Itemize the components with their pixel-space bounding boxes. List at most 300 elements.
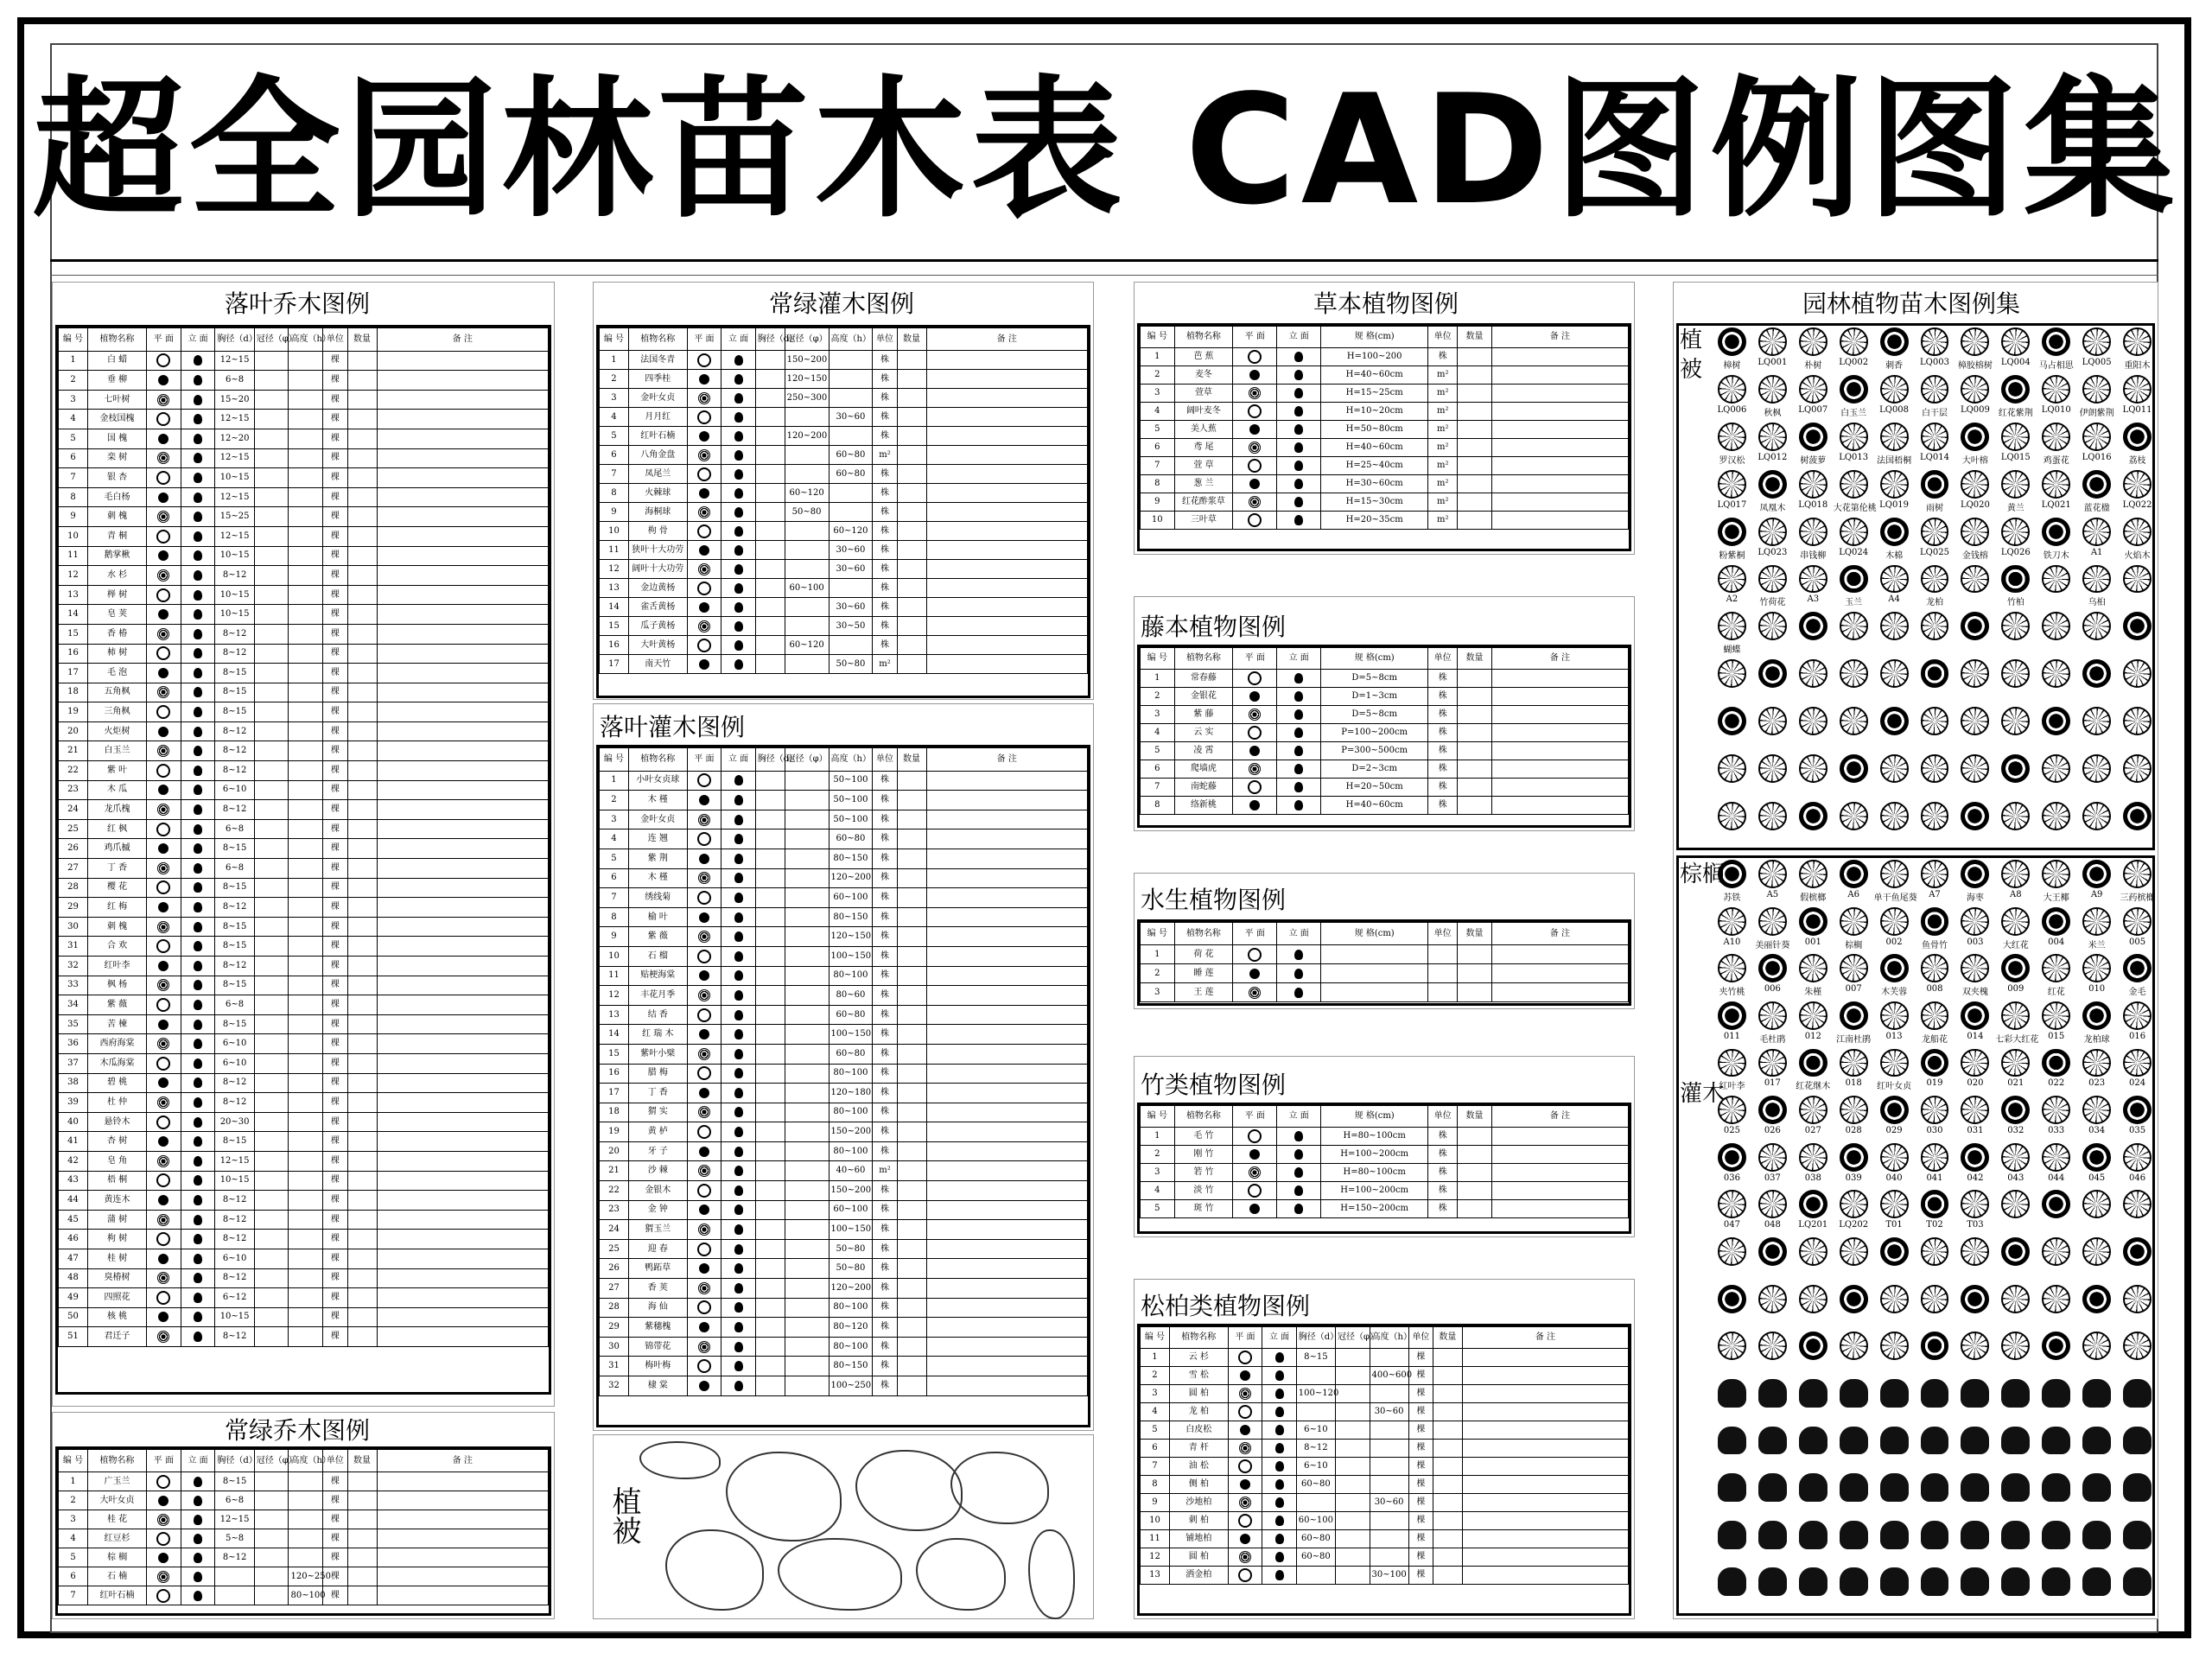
data-cell: 8~12: [215, 644, 254, 664]
plant-symbol-icon: [2042, 375, 2070, 404]
data-cell: 棵: [323, 410, 347, 429]
plan-cell: [1233, 403, 1277, 421]
empty-cell: [785, 1318, 829, 1338]
plan-symbol: [158, 1312, 168, 1322]
empty-cell: [347, 957, 377, 976]
data-cell: 46: [59, 1230, 88, 1249]
data-cell: 27: [59, 859, 88, 879]
plant-symbol-icon: [1758, 1190, 1787, 1218]
elevation-symbol: [194, 434, 202, 444]
data-cell: 2: [600, 370, 629, 389]
data-cell: 睡 莲: [1174, 964, 1233, 983]
data-cell: 株: [873, 1025, 897, 1045]
table-row: [600, 888, 1088, 908]
elevation-symbol: [194, 882, 202, 893]
data-cell: 5: [1141, 1421, 1170, 1440]
legend-item: [1915, 907, 1955, 950]
empty-cell: [897, 484, 926, 503]
data-cell: 木瓜海棠: [88, 1053, 147, 1073]
table-row: [59, 644, 549, 664]
note-cell: [377, 390, 548, 410]
plant-symbol-icon: [1718, 1379, 1746, 1408]
table-row: [600, 1376, 1088, 1396]
elevation-symbol: [1294, 800, 1303, 810]
column-header: 数量: [897, 748, 926, 772]
table-row: [59, 526, 549, 546]
legend-item: [2117, 1285, 2158, 1315]
data-cell: 火炬树: [88, 721, 147, 741]
data-cell: 23: [59, 780, 88, 800]
empty-cell: [755, 966, 785, 986]
empty-cell: [897, 560, 926, 579]
elevation-cell: [1277, 403, 1321, 421]
legend-label: LQ011: [2122, 404, 2152, 415]
empty-cell: [755, 408, 785, 427]
note-cell: [377, 780, 548, 800]
legend-item: [1874, 907, 1915, 947]
legend-label: 夹竹桃: [1719, 988, 1745, 998]
plan-cell: [1233, 457, 1277, 475]
elevation-cell: [1277, 983, 1321, 1002]
plant-symbol-icon: [1718, 754, 1746, 783]
data-cell: 刚 竹: [1174, 1146, 1233, 1164]
data-cell: 株: [873, 541, 897, 560]
note-cell: [926, 888, 1088, 908]
legend-label: 双夹槐: [1961, 988, 1988, 998]
data-cell: 8: [1141, 475, 1175, 493]
empty-cell: [785, 1141, 829, 1161]
elevation-cell: [1262, 1349, 1297, 1367]
plant-symbol-icon: [2082, 1237, 2111, 1266]
table-row: [600, 1064, 1088, 1084]
plan-cell: [687, 522, 721, 541]
empty-cell: [347, 410, 377, 429]
legend-label: 串钱柳: [1800, 550, 1827, 561]
data-cell: 8~15: [215, 878, 254, 898]
note-cell: [926, 579, 1088, 598]
plan-symbol: [1248, 1184, 1262, 1198]
data-cell: 6: [1141, 439, 1175, 457]
data-cell: 20~30: [215, 1112, 254, 1132]
legend-item: [1955, 518, 1995, 561]
table-row: [1141, 1548, 1629, 1567]
plan-cell: [1233, 1182, 1277, 1200]
note-cell: [377, 976, 548, 995]
note-cell: [377, 371, 548, 391]
data-cell: 棵: [323, 1191, 347, 1211]
legend-item: [2117, 1190, 2158, 1220]
empty-cell: [254, 1014, 289, 1034]
elevation-symbol: [194, 1553, 202, 1563]
empty-cell: [897, 1220, 926, 1240]
table-row: [600, 1025, 1088, 1045]
legend-item: [2076, 470, 2117, 513]
empty-cell: [785, 791, 829, 810]
plan-symbol: [157, 511, 169, 523]
note-cell: [377, 1288, 548, 1308]
elevation-symbol: [194, 843, 202, 854]
elevation-symbol: [1294, 479, 1303, 489]
data-cell: 30~60: [829, 408, 873, 427]
legend-label: 040: [1885, 1173, 1903, 1183]
empty-cell: [289, 780, 323, 800]
empty-cell: [254, 1307, 289, 1327]
column-header: 平 面: [1233, 923, 1277, 945]
legend-label: 红叶女贞: [1877, 1082, 1912, 1092]
data-cell: 棵: [323, 1567, 347, 1586]
plan-symbol: [156, 1291, 170, 1305]
column-header: 立 面: [1277, 923, 1321, 945]
data-cell: 6~8: [215, 371, 254, 391]
empty-cell: [1458, 945, 1492, 964]
empty-cell: [897, 868, 926, 888]
plant-symbol-icon: [2001, 1049, 2030, 1077]
aquatic-title: 水生植物图例: [1141, 886, 1287, 914]
column-header: 编 号: [600, 748, 629, 772]
empty-cell: [897, 907, 926, 927]
data-cell: [289, 1529, 323, 1548]
plan-symbol: [699, 545, 709, 556]
column-header: 编 号: [1141, 1327, 1170, 1349]
column-header: 编 号: [1141, 1106, 1175, 1128]
data-cell: 3: [600, 389, 629, 408]
empty-cell: [347, 937, 377, 957]
empty-cell: [897, 830, 926, 849]
empty-cell: [785, 1337, 829, 1357]
data-cell: 紫 荆: [628, 849, 687, 868]
legend-label: 粉紫桐: [1719, 550, 1745, 561]
data-cell: 3: [1141, 385, 1175, 403]
plant-symbol-icon: [1758, 518, 1787, 546]
legend-item: [1874, 1096, 1915, 1135]
elevation-symbol: [1275, 1461, 1284, 1471]
plan-cell: [687, 771, 721, 791]
data-cell: 株: [873, 966, 897, 986]
empty-cell: [785, 771, 829, 791]
plant-symbol-icon: [1718, 802, 1746, 830]
legend-item: [1995, 1427, 2036, 1457]
legend-item: [1995, 565, 2036, 608]
data-cell: 株: [873, 986, 897, 1006]
note-cell: [377, 546, 548, 566]
legend-item: [2036, 612, 2076, 642]
elevation-symbol: [1294, 406, 1303, 416]
data-cell: m²: [1428, 385, 1458, 403]
plant-symbol-icon: [2123, 954, 2152, 982]
data-cell: 南天竹: [628, 655, 687, 674]
data-cell: 4: [59, 1529, 88, 1548]
table-row: [1141, 421, 1629, 439]
empty-cell: [289, 624, 323, 644]
plant-symbol-icon: [1718, 1237, 1746, 1266]
legend-label: 大王椰: [2043, 893, 2069, 903]
plan-symbol: [157, 1096, 169, 1109]
data-cell: 6~8: [215, 1491, 254, 1510]
note-cell: [926, 1298, 1088, 1318]
data-cell: 27: [600, 1279, 629, 1299]
data-cell: 39: [59, 1093, 88, 1113]
note-cell: [926, 351, 1088, 370]
legend-item: [1712, 1001, 1752, 1041]
elevation-symbol: [194, 531, 202, 542]
plan-cell: [147, 937, 181, 957]
plant-symbol-icon: [1840, 1143, 1868, 1172]
plant-symbol-icon: [1799, 1567, 1827, 1596]
data-cell: 株: [873, 389, 897, 408]
table-row: [600, 1357, 1088, 1376]
legend-item: [1793, 707, 1834, 737]
empty-cell: [347, 1567, 377, 1586]
column-header: 植物名称: [1174, 648, 1233, 670]
empty-cell: [1335, 1530, 1370, 1548]
plant-symbol-icon: [2001, 1001, 2030, 1030]
data-cell: 棵: [323, 976, 347, 995]
legend-item: [2076, 1567, 2117, 1598]
empty-cell: [289, 741, 323, 761]
plan-symbol: [699, 795, 709, 805]
plan-symbol: [699, 1029, 709, 1039]
legend-item: [1793, 1190, 1834, 1230]
elevation-symbol: [1294, 461, 1303, 471]
data-cell: H=20~35cm: [1321, 512, 1428, 530]
data-cell: 6: [59, 448, 88, 468]
data-cell: 金银木: [628, 1181, 687, 1201]
data-cell: 6: [1141, 760, 1175, 779]
data-cell: 皂 荚: [88, 605, 147, 625]
elevation-symbol: [734, 583, 743, 594]
plan-symbol: [157, 1038, 169, 1050]
plan-cell: [1233, 512, 1277, 530]
plan-symbol: [697, 639, 711, 652]
data-cell: 9: [59, 507, 88, 527]
data-cell: 牙 子: [628, 1141, 687, 1161]
table-row: [59, 371, 549, 391]
data-cell: 箬 竹: [1174, 1164, 1233, 1182]
note-cell: [377, 1307, 548, 1327]
empty-cell: [254, 390, 289, 410]
plan-cell: [687, 598, 721, 617]
empty-cell: [1458, 475, 1492, 493]
plan-cell: [687, 579, 721, 598]
plant-symbol-icon: [1921, 375, 1949, 404]
elevation-symbol: [194, 980, 202, 990]
table-row: [1141, 1128, 1629, 1146]
legend-label: 026: [1764, 1126, 1781, 1136]
data-cell: 棵: [323, 448, 347, 468]
elevation-symbol: [734, 1244, 743, 1255]
plan-cell: [147, 819, 181, 839]
legend-label: 046: [2128, 1173, 2146, 1183]
legend-item: [1752, 707, 1793, 737]
data-cell: m²: [873, 1161, 897, 1181]
empty-cell: [347, 371, 377, 391]
data-cell: H=40~60cm: [1321, 366, 1428, 385]
note-cell: [377, 878, 548, 898]
plan-cell: [687, 1161, 721, 1181]
legend-label: 001: [1804, 937, 1821, 947]
plan-cell: [147, 741, 181, 761]
plant-symbol-icon: [1758, 1049, 1787, 1077]
column-header: 高度（h）: [829, 328, 873, 351]
plan-symbol: [698, 931, 710, 943]
table-row: [1141, 779, 1629, 797]
empty-cell: [289, 1053, 323, 1073]
data-cell: 37: [59, 1053, 88, 1073]
empty-cell: [254, 566, 289, 586]
note-cell: [1491, 1182, 1628, 1200]
legend-item: [1995, 1332, 2036, 1362]
plant-symbol-icon: [1840, 1237, 1868, 1266]
plant-symbol-icon: [2001, 1190, 2030, 1218]
empty-cell: [347, 546, 377, 566]
data-cell: 42: [59, 1151, 88, 1171]
legend-item: [1752, 954, 1793, 994]
legend-label: 龙柏: [1925, 598, 1943, 608]
plan-cell: [687, 1318, 721, 1338]
plan-cell: [1233, 421, 1277, 439]
plan-symbol: [158, 1077, 168, 1088]
data-cell: 络新桃: [1174, 797, 1233, 815]
plant-symbol-icon: [1718, 423, 1746, 451]
empty-cell: [785, 946, 829, 966]
legend-label: 047: [1723, 1220, 1740, 1230]
data-cell: 君迁子: [88, 1327, 147, 1347]
legend-label: 金毛: [2128, 988, 2146, 998]
plant-symbol-icon: [1921, 1567, 1949, 1596]
note-cell: [377, 448, 548, 468]
data-cell: 棵: [323, 390, 347, 410]
plant-symbol-icon: [2082, 327, 2111, 356]
plant-symbol-icon: [1921, 1049, 1949, 1077]
data-cell: m²: [1428, 421, 1458, 439]
plant-symbol-icon: [2082, 659, 2111, 688]
note-cell: [377, 761, 548, 781]
legend-item: [1793, 1473, 1834, 1503]
table-row: [1141, 1458, 1629, 1476]
plan-cell: [687, 503, 721, 522]
empty-cell: [897, 1376, 926, 1396]
plan-cell: [147, 702, 181, 722]
empty-cell: [1433, 1385, 1462, 1403]
data-cell: 猬玉兰: [628, 1220, 687, 1240]
empty-cell: [897, 1103, 926, 1122]
plant-symbol-icon: [2001, 1143, 2030, 1172]
data-cell: 株: [873, 465, 897, 484]
data-cell: 金叶女贞: [628, 810, 687, 830]
empty-cell: [897, 946, 926, 966]
legend-label: 023: [2088, 1078, 2106, 1089]
legend-label: 036: [1723, 1173, 1740, 1183]
data-cell: 火棘球: [628, 484, 687, 503]
legend-item: [2036, 659, 2076, 690]
data-cell: 大叶女贞: [88, 1491, 147, 1510]
conifer-table: [1137, 1324, 1631, 1616]
plan-symbol: [698, 1282, 710, 1294]
empty-cell: [755, 927, 785, 947]
note-cell: [926, 791, 1088, 810]
legend-label: 020: [1967, 1078, 1984, 1089]
plan-symbol: [1249, 479, 1260, 489]
plan-cell: [1228, 1421, 1262, 1440]
column-header: 备 注: [1491, 1106, 1628, 1128]
data-cell: 14: [59, 605, 88, 625]
plant-symbol-icon: [1921, 707, 1949, 735]
data-cell: 7: [600, 465, 629, 484]
elevation-symbol: [194, 1039, 202, 1049]
plan-cell: [687, 655, 721, 674]
empty-cell: [347, 507, 377, 527]
column-header: 编 号: [1141, 648, 1175, 670]
legend-item: [1712, 1427, 1752, 1457]
empty-cell: [1458, 403, 1492, 421]
data-cell: 17: [59, 664, 88, 683]
elevation-cell: [181, 878, 215, 898]
empty-cell: [897, 1005, 926, 1025]
legend-item: [2036, 802, 2076, 832]
plan-cell: [1233, 1146, 1277, 1164]
elevation-cell: [1277, 724, 1321, 742]
legend-label: 木棉: [1885, 550, 1904, 561]
empty-cell: [1458, 983, 1492, 1002]
data-cell: 26: [59, 839, 88, 859]
elevation-cell: [181, 741, 215, 761]
empty-cell: [254, 702, 289, 722]
plant-symbol-icon: [2082, 1567, 2111, 1596]
elevation-cell: [721, 598, 756, 617]
elevation-cell: [721, 1337, 756, 1357]
table-row: [1141, 439, 1629, 457]
plant-symbol-icon: [1961, 754, 1989, 783]
plant-symbol-icon: [1840, 565, 1868, 594]
data-cell: 西府海棠: [88, 1034, 147, 1054]
data-cell: 1: [1141, 670, 1175, 688]
legend-label: LQ008: [1879, 404, 1910, 415]
plant-symbol-icon: [1961, 565, 1989, 594]
data-cell: 2: [600, 791, 629, 810]
legend-label: 红花继木: [1796, 1082, 1831, 1092]
data-cell: 侧 柏: [1169, 1476, 1228, 1494]
data-cell: 35: [59, 1014, 88, 1034]
data-cell: 12~20: [215, 429, 254, 448]
plant-symbol-icon: [2082, 423, 2111, 451]
elevation-symbol: [734, 450, 743, 461]
empty-cell: [254, 487, 289, 507]
plan-symbol: [157, 921, 169, 933]
plan-symbol: [156, 1057, 170, 1071]
data-cell: 6~10: [215, 1053, 254, 1073]
legend-item: [1874, 1001, 1915, 1041]
legend-item: [1834, 1001, 1874, 1045]
data-cell: 60~80: [829, 1044, 873, 1064]
note-cell: [377, 1529, 548, 1548]
plan-symbol: [698, 506, 710, 518]
elevation-symbol: [734, 526, 743, 537]
data-cell: 10~15: [215, 1307, 254, 1327]
plant-symbol-icon: [1758, 1427, 1787, 1455]
column-header: 备 注: [926, 328, 1088, 351]
plan-symbol: [156, 1589, 170, 1603]
note-cell: [926, 1064, 1088, 1084]
plant-symbol-icon: [1758, 375, 1787, 404]
elevation-cell: [1277, 475, 1321, 493]
elevation-cell: [181, 683, 215, 702]
plan-cell: [147, 1230, 181, 1249]
elevation-cell: [1262, 1440, 1297, 1458]
elevation-cell: [721, 427, 756, 446]
note-cell: [377, 507, 548, 527]
legend-item: [1995, 1521, 2036, 1551]
data-cell: 16: [600, 1064, 629, 1084]
